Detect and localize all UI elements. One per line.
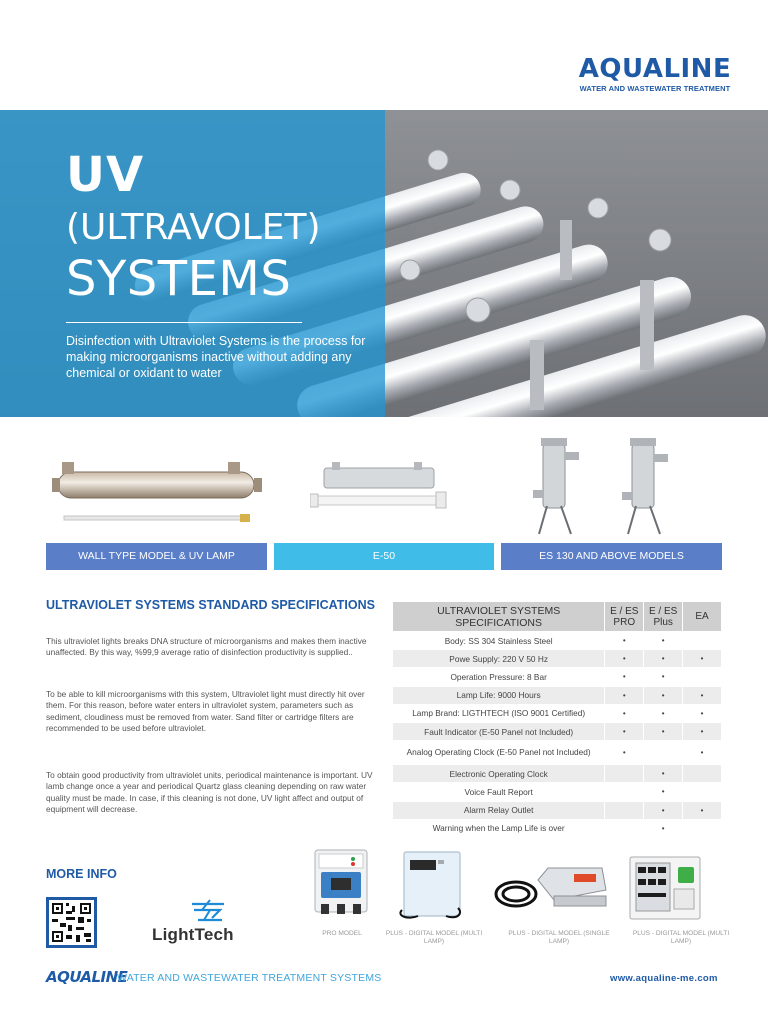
table-row: [393, 722, 722, 740]
spec-mark: •: [683, 722, 722, 740]
spec-mark: •: [605, 632, 644, 650]
spec-mark: •: [644, 801, 683, 819]
panel-caption-plus-multi: PLUS - DIGITAL MODEL (MULTI LAMP): [385, 930, 483, 945]
spec-label: Fault Indicator (E-50 Panel not Included): [393, 722, 605, 740]
spec-label: Body: SS 304 Stainless Steel: [393, 632, 605, 650]
spec-mark: [683, 765, 722, 783]
table-row: [393, 741, 722, 765]
hero-divider: [66, 322, 302, 323]
spec-table-header: E / ES PRO: [605, 602, 644, 632]
spec-label: Lamp Life: 9000 Hours: [393, 686, 605, 704]
table-row: [393, 650, 722, 668]
panel-caption-plus-single: PLUS - DIGITAL MODEL (SINGLE LAMP): [508, 930, 610, 945]
spec-label: Lamp Brand: LIGTHTECH (ISO 9001 Certified): [393, 704, 605, 722]
table-row: [393, 632, 722, 650]
spec-mark: •: [605, 704, 644, 722]
partner-name: LightTech: [152, 925, 234, 944]
specs-heading: ULTRAVIOLET SYSTEMS STANDARD SPECIFICATIONS: [46, 598, 375, 612]
spec-mark: •: [605, 741, 644, 765]
product-label-es130: ES 130 AND ABOVE MODELS: [501, 543, 722, 570]
spec-mark: •: [683, 741, 722, 765]
spec-mark: •: [644, 765, 683, 783]
spec-mark: •: [605, 722, 644, 740]
hero-description: Disinfection with Ultraviolet Systems is the process for making microorganisms inactive without adding any chemical or oxidant to water: [66, 334, 366, 380]
spec-label: Analog Operating Clock (E-50 Panel not Included): [393, 741, 605, 765]
footer-tagline: WATER AND WASTEWATER TREATMENT SYSTEMS: [117, 972, 382, 984]
hero-title-ultravolet: (ULTRAVOLET): [66, 207, 321, 248]
table-row: [393, 765, 722, 783]
product-label-wall-type: WALL TYPE MODEL & UV LAMP: [46, 543, 267, 570]
brand-logo: [560, 54, 750, 94]
table-row: [393, 686, 722, 704]
spec-label: Alarm Relay Outlet: [393, 801, 605, 819]
spec-mark: [683, 632, 722, 650]
spec-mark: •: [644, 632, 683, 650]
hero-title-systems: SYSTEMS: [66, 251, 292, 307]
spec-label: Voice Fault Report: [393, 783, 605, 801]
spec-table-header: EA: [683, 602, 722, 632]
spec-mark: •: [644, 819, 683, 837]
spec-table-header: E / ES Plus: [644, 602, 683, 632]
spec-table-header-row: [393, 602, 722, 632]
spec-mark: •: [644, 650, 683, 668]
spec-label: Powe Supply: 220 V 50 Hz: [393, 650, 605, 668]
table-row: [393, 783, 722, 801]
spec-mark: •: [644, 722, 683, 740]
website-link[interactable]: www.aqualine-me.com: [610, 973, 718, 984]
spec-mark: •: [605, 668, 644, 686]
spec-mark: [683, 783, 722, 801]
wall-type-uv-unit-image: [52, 460, 262, 526]
hero-title-uv: UV: [66, 147, 145, 203]
plus-single-lamp-panel-image: [494, 860, 610, 916]
spec-mark: •: [683, 801, 722, 819]
specs-paragraph-2: To be able to kill microorganisms with this system, Ultraviolet light must directly hit over them. For this reason, before water enters in ultraviolet system, parameters such as sediment, cloudiness must be removed from water. Sand filter or cartridge filters are recommended to be used before ultraviolet.: [46, 689, 365, 734]
e50-uv-unit-image: [310, 462, 450, 520]
brand-name: AQUALINE: [578, 54, 732, 84]
product-label-e50: E-50: [274, 543, 494, 570]
more-info-heading: MORE INFO: [46, 867, 117, 881]
table-row: [393, 668, 722, 686]
spec-mark: [605, 819, 644, 837]
footer-logo: AQUALINE: [46, 968, 128, 986]
spec-mark: •: [644, 686, 683, 704]
spec-mark: •: [644, 704, 683, 722]
spec-mark: •: [605, 686, 644, 704]
spec-mark: •: [605, 650, 644, 668]
spec-mark: [605, 783, 644, 801]
qr-code-icon[interactable]: [46, 897, 97, 948]
panel-caption-pro: PRO MODEL: [322, 930, 362, 937]
spec-mark: [683, 668, 722, 686]
brand-tagline: WATER AND WASTEWATER TREATMENT: [579, 84, 731, 93]
spec-label: Electronic Operating Clock: [393, 765, 605, 783]
specs-paragraph-3: To obtain good productivity from ultraviolet units, periodical maintenance is important. UV lamb change once a year and periodical Quartz glass cleaning depending on raw water quality must be made. In case, if this cleaning is not done, UV light affect and output of equipment will decrease.: [46, 770, 373, 815]
spec-mark: •: [683, 704, 722, 722]
spec-label: Operation Pressure: 8 Bar: [393, 668, 605, 686]
spec-mark: [605, 801, 644, 819]
table-row: [393, 819, 722, 837]
table-row: [393, 801, 722, 819]
spec-mark: •: [644, 668, 683, 686]
spec-mark: [683, 819, 722, 837]
es130-uv-unit-image-left: [533, 438, 583, 536]
spec-table: [392, 601, 722, 838]
table-row: [393, 704, 722, 722]
spec-table-header: ULTRAVIOLET SYSTEMS SPECIFICATIONS: [393, 602, 605, 632]
hero-banner: [0, 110, 768, 417]
spec-mark: [605, 765, 644, 783]
spec-mark: [644, 741, 683, 765]
pro-model-panel-image: [313, 848, 369, 918]
spec-mark: •: [644, 783, 683, 801]
spec-mark: •: [683, 650, 722, 668]
plus-multi-lamp-panel-image: [398, 850, 466, 922]
es130-uv-unit-image-right: [618, 438, 670, 536]
spec-label: Warning when the Lamp Life is over: [393, 819, 605, 837]
specs-paragraph-1: This ultraviolet lights breaks DNA structure of microorganisms and makes them inactive unaffected. By this way, %99,9 average ratio of disinfection productivity is supplied..: [46, 636, 367, 658]
panel-caption-plus-multi-2: PLUS - DIGITAL MODEL (MULTI LAMP): [632, 930, 730, 945]
spec-mark: •: [683, 686, 722, 704]
plus-multi-lamp-panel-image-2: [628, 855, 702, 921]
